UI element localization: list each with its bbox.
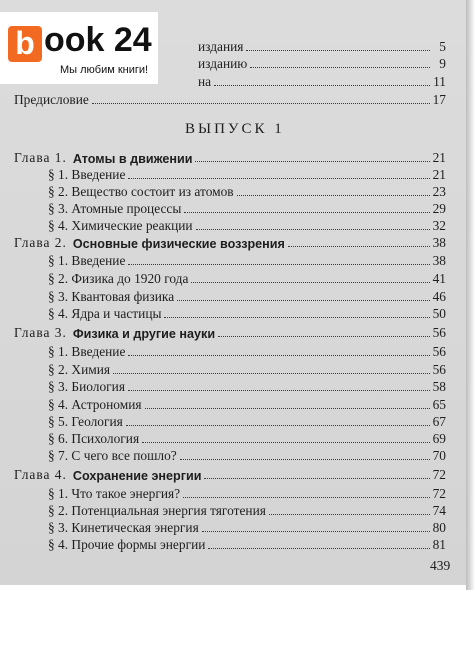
leader-dots [214,84,430,86]
book24-logo [0,12,158,84]
toc-row-preface [14,91,446,108]
toc-entry-title: на [198,74,212,89]
section-title: § 2. Физика до 1920 года [48,271,189,286]
chapter-label: Глава 3. [14,325,67,340]
section-title: § 5. Геология [48,414,123,429]
toc-page: 69 [432,431,446,446]
toc-page: 67 [432,414,446,429]
section-title: § 2. Потенциальная энергия тяготения [48,503,266,518]
section-title: § 4. Астрономия [48,397,142,412]
toc-page: 38 [432,253,446,268]
toc-page: 56 [432,344,446,359]
section-row [48,343,446,360]
toc-page: 80 [432,520,446,535]
toc-page: 74 [432,503,446,518]
leader-dots [208,547,430,549]
toc-page: 11 [433,74,446,89]
leader-dots [184,211,430,213]
leader-dots [113,372,430,374]
leader-dots [177,299,430,301]
section-row [48,519,446,536]
toc-page: 5 [439,39,446,54]
chapter-title: Основные физические воззрения [72,237,285,251]
leader-dots [128,177,430,179]
section-title: § 3. Биология [48,379,126,394]
section-title: § 3. Квантовая физика [48,289,175,304]
section-row [48,183,446,200]
logo-mark: b [8,26,42,62]
chapter-row [14,466,446,483]
page-number: 439 [430,558,451,573]
toc-page: 58 [432,379,446,394]
leader-dots [246,49,430,51]
leader-dots [191,281,430,283]
section-title: § 6. Психология [48,431,140,446]
section-row [48,288,446,305]
toc-page: 23 [432,184,446,199]
chapter-row [14,149,446,166]
section-title: § 4. Ядра и частицы [48,306,162,321]
chapter-title: Атомы в движении [72,152,193,166]
toc-page: 46 [432,289,446,304]
toc-entry-title: изданию [198,56,248,71]
section-title: § 3. Кинетическая энергия [48,520,199,535]
toc-page: 17 [432,92,446,107]
leader-dots [218,335,430,337]
leader-dots [145,407,430,409]
leader-dots [202,530,430,532]
section-row [48,166,446,183]
logo-tagline: Мы любим книги! [60,64,149,76]
leader-dots [92,102,430,104]
leader-dots [237,194,430,196]
chapter-row [14,324,446,341]
section-title: § 1. Что такое энергия? [48,486,181,501]
leader-dots [196,228,430,230]
toc-entry-title: Предисловие [14,92,89,107]
leader-dots [128,389,430,391]
chapter-label: Глава 2. [14,235,67,250]
issue-heading: ВЫПУСК 1 [185,121,285,137]
chapter-label: Глава 1. [14,150,67,165]
leader-dots [288,245,430,247]
leader-dots [250,66,430,68]
section-title: § 3. Атомные процессы [48,201,182,216]
section-row [48,447,446,464]
toc-row-front-2 [198,55,446,72]
chapter-title: Физика и другие науки [72,327,216,341]
section-row [48,413,446,430]
section-row [48,217,446,234]
section-row [48,502,446,519]
leader-dots [269,513,430,515]
toc-page: 9 [439,56,446,71]
leader-dots [128,354,430,356]
leader-dots [204,477,430,479]
leader-dots [195,160,430,162]
logo-wordmark: ook 24 [44,21,152,59]
chapter-row [14,234,446,251]
toc-page: 21 [432,150,446,165]
leader-dots [126,424,430,426]
section-row [48,200,446,217]
toc-page: 72 [432,486,446,501]
toc-page: 32 [432,218,446,233]
section-title: § 1. Введение [48,253,126,268]
toc-row-front-1 [198,38,446,55]
section-row [48,536,446,553]
toc-page: 38 [432,235,446,250]
toc-page: 65 [432,397,446,412]
leader-dots [128,263,430,265]
chapter-title: Сохранение энергии [72,469,202,483]
toc-page: 50 [432,306,446,321]
section-row [48,270,446,287]
toc-page: 72 [432,467,446,482]
section-title: § 2. Вещество состоит из атомов [48,184,234,199]
page-edge [466,0,475,590]
section-title: § 1. Введение [48,167,126,182]
leader-dots [183,496,430,498]
section-title: § 2. Химия [48,362,111,377]
toc-page: 21 [432,167,446,182]
toc-page: 41 [432,271,446,286]
leader-dots [180,458,430,460]
chapter-label: Глава 4. [14,467,67,482]
toc-page: 29 [432,201,446,216]
toc-row-front-3 [198,73,446,90]
section-row [48,430,446,447]
toc-page: 81 [432,537,446,552]
section-title: § 4. Химические реакции [48,218,193,233]
section-row [48,252,446,269]
section-row [48,378,446,395]
section-row [48,396,446,413]
toc-page: 70 [432,448,446,463]
toc-entry-title: издания [198,39,244,54]
leader-dots [142,441,430,443]
section-title: § 1. Введение [48,344,126,359]
toc-page: 56 [432,362,446,377]
toc-page: 56 [432,325,446,340]
section-title: § 7. С чего все пошло? [48,448,177,463]
section-row [48,305,446,322]
section-row [48,361,446,378]
section-row [48,485,446,502]
section-title: § 4. Прочие формы энергии [48,537,206,552]
leader-dots [164,316,430,318]
